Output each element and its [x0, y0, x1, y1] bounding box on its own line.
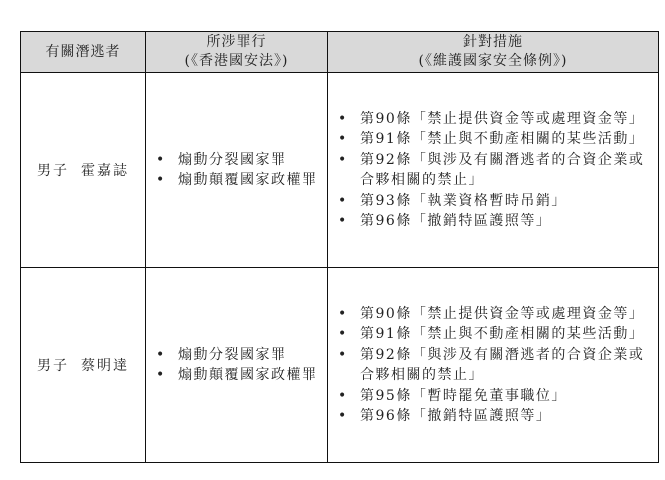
table-header-row [21, 32, 659, 73]
measure-item: • 第91條「禁止與不動產相關的某些活動」 [360, 129, 652, 150]
gender: 男子 [37, 358, 69, 374]
header-absconder: 有關潛逃者 [21, 32, 146, 73]
measures-cell [328, 268, 659, 463]
header-measures [328, 32, 659, 73]
gender: 男子 [37, 163, 69, 179]
measure-item: • 第93條「執業資格暫時吊銷」 [360, 191, 652, 212]
measure-item: • 第91條「禁止與不動產相關的某些活動」 [360, 324, 652, 345]
measure-item: • 第90條「禁止提供資金等或處理資金等」 [360, 109, 652, 130]
absconder-cell [21, 73, 146, 268]
header-measures-title: 針對措施 [463, 34, 523, 50]
header-offences-law: (《香港國安法》) [184, 53, 289, 69]
measures-cell [328, 73, 659, 268]
measure-item: • 第92條「與涉及有關潛逃者的合資企業或合夥相關的禁止」 [360, 150, 652, 191]
offences-cell [146, 268, 328, 463]
absconder-name: 霍嘉誌 [81, 163, 129, 179]
measure-item: • 第95條「暫時罷免董事職位」 [360, 386, 652, 407]
offence-item: • 煽動顛覆國家政權罪 [178, 365, 319, 386]
header-measures-law: (《維護國家安全條例》) [418, 53, 568, 69]
offence-item: • 煽動分裂國家罪 [178, 345, 319, 366]
offences-cell [146, 73, 328, 268]
offence-item: • 煽動顛覆國家政權罪 [178, 170, 319, 191]
measure-item: • 第96條「撤銷特區護照等」 [360, 211, 652, 232]
absconder-name: 蔡明達 [81, 358, 129, 374]
offence-item: • 煽動分裂國家罪 [178, 150, 319, 171]
absconder-cell [21, 268, 146, 463]
measure-item: • 第90條「禁止提供資金等或處理資金等」 [360, 304, 652, 325]
absconders-measures-table [20, 31, 659, 463]
table-row [21, 268, 659, 463]
header-offences-title: 所涉罪行 [206, 34, 267, 50]
header-offences [146, 32, 328, 73]
table-row [21, 73, 659, 268]
measure-item: • 第92條「與涉及有關潛逃者的合資企業或合夥相關的禁止」 [360, 345, 652, 386]
measure-item: • 第96條「撤銷特區護照等」 [360, 406, 652, 427]
